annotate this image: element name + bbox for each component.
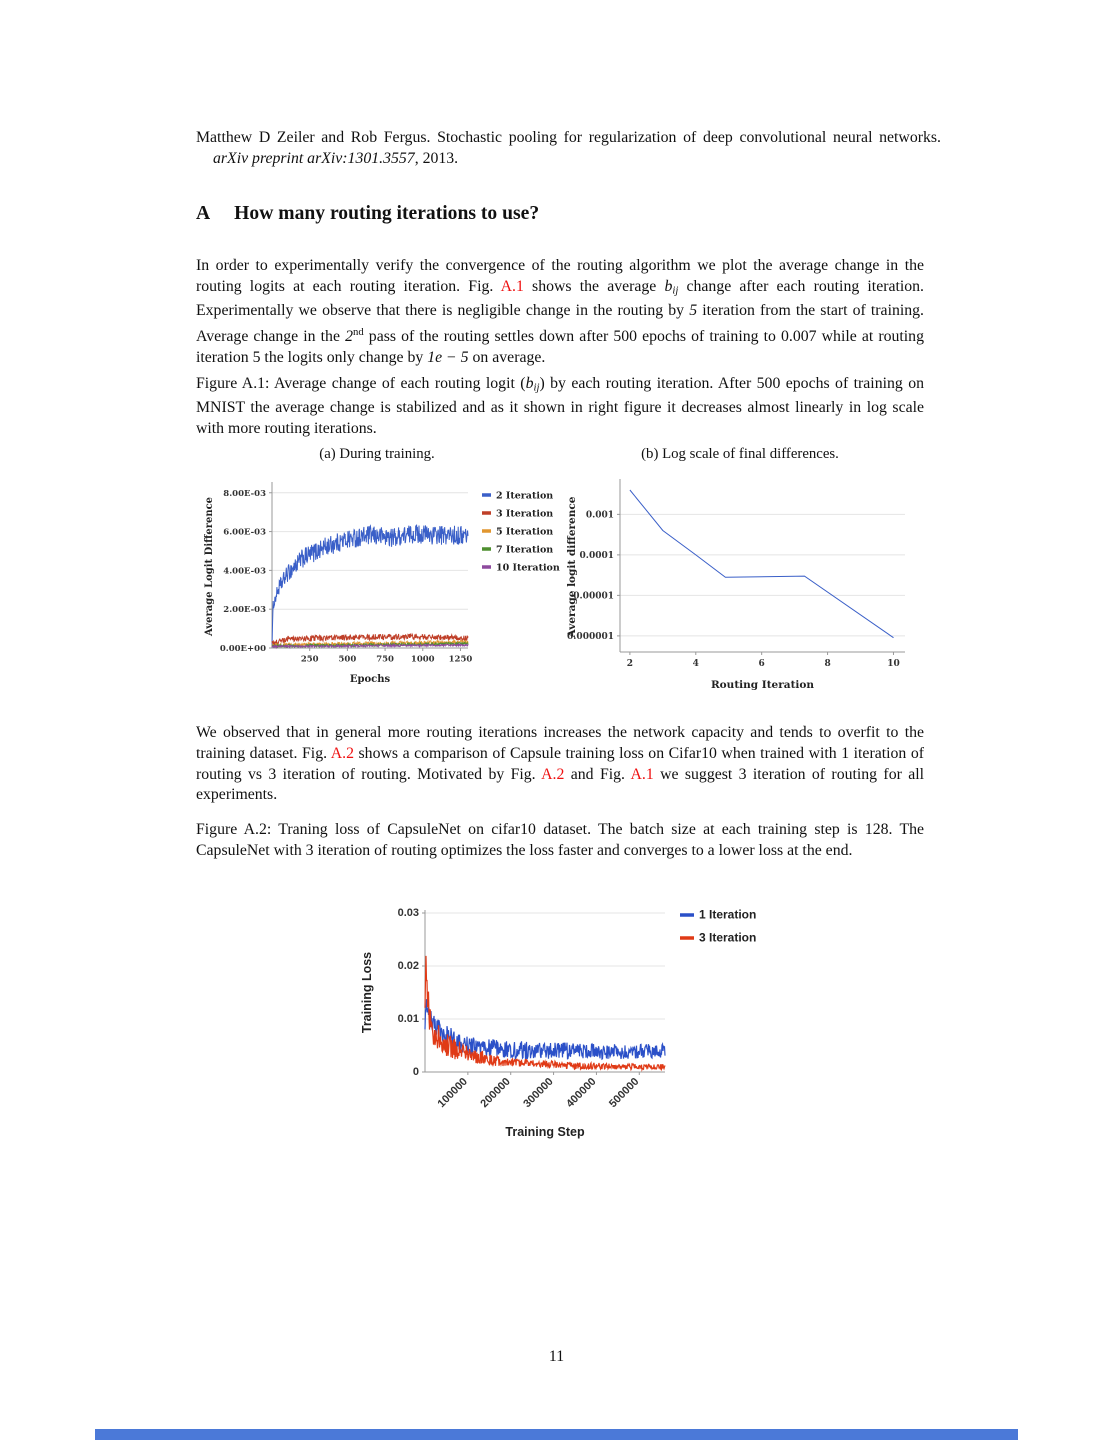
routing-logit-during-training-svg [200,470,560,695]
legend-label: 5 Iteration [496,526,554,538]
section-title: How many routing iterations to use? [234,203,540,224]
text-segment: and Fig. [564,765,631,783]
text-segment: Figure A.1: Average change of each routing logit ( [196,375,526,392]
y-tick-label: 0.0001 [579,550,614,561]
figure-a2-caption [196,820,924,862]
citation-link[interactable]: A.1 [630,765,654,783]
y-tick-label: 0.03 [397,907,419,919]
text-segment: iteration from the start of training. Average change in the [196,302,924,345]
section-label: A [196,203,211,224]
x-tick-label: 4 [692,659,699,669]
text-segment: change after each routing iteration. Experimentally we observe that there is negligible change in the routing by [196,277,924,320]
figure-a1-right-chart [565,470,925,700]
series-2-iteration [272,525,468,648]
citation-link[interactable]: A.2 [541,765,565,783]
x-tick-label: 750 [376,654,394,665]
cifar10-training-loss-svg [355,893,775,1158]
text-segment: on average. [468,348,546,366]
text-segment: we suggest 3 iteration of routing for all experiments. [196,765,925,804]
y-tick-label: 0 [412,1066,419,1078]
x-axis-label: Training Step [505,1125,585,1139]
legend-label: 1 Iteration [699,907,757,922]
x-tick-label: 200000 [478,1075,513,1111]
x-tick-label: 500000 [606,1075,642,1111]
x-tick-label: 6 [758,659,765,669]
text-segment: 1e − 5 [427,348,469,366]
text-segment: shows a comparison of Capsule training loss on Cifar10 when trained with 1 iteration of routing vs 3 iteration of routing. Motivated by Fig. [196,744,924,783]
y-tick-label: 2.00E-03 [223,605,266,616]
text-segment: Figure A.2: Traning loss of CapsuleNet on cifar10 dataset. The batch size at each training step is 128. The CapsuleNet with 3 iteration of routing optimizes the loss faster and converges to a lower loss at the end. [196,821,924,859]
section-heading [196,203,924,225]
next-page-edge-bar [95,1429,1018,1440]
y-tick-label: 0.00E+00 [219,644,266,654]
paragraph-routing-iterations [196,256,924,369]
citation-link[interactable]: A.2 [330,744,354,762]
y-tick-label: 0.000001 [567,631,614,642]
x-tick-label: 100000 [435,1075,470,1111]
text-segment: b [525,375,534,392]
page-number: 11 [548,1348,565,1365]
legend-label: 7 Iteration [496,544,554,556]
text-segment: 5 [689,302,698,320]
x-axis-label: Epochs [349,674,391,685]
y-tick-label: 8.00E-03 [223,488,266,499]
text-segment: ) by each routing iteration. After 500 epochs of training on MNIST the average change is stabilized and as it shown in right figure it decreases almost linearly in log scale with more routing iterations. [196,375,925,438]
x-tick-label: 2 [626,659,634,669]
y-tick-label: 0.00001 [573,591,614,602]
y-axis-label: Average Logit Difference [204,496,215,637]
figure-a1-caption [196,374,924,440]
text-segment: shows the average [523,277,665,295]
y-tick-label: 0.001 [585,510,614,521]
x-tick-label: 500 [338,654,357,665]
text-segment: arXiv preprint arXiv:1301.3557 [213,149,415,167]
figure-a2-chart [355,893,775,1158]
x-tick-label: 300000 [521,1075,556,1111]
figure-a1-subcaption-b: (b) Log scale of final differences. [641,446,839,462]
text-segment: In order to experimentally verify the convergence of the routing algorithm we plot the average change in the routing logits at each routing iteration. Fig. [196,257,924,295]
text-segment: pass of the routing settles down after 500 epochs of training to 0.007 while at routing iteration 5 the logits only change by [196,327,924,366]
legend-label: 10 Iteration [496,562,560,574]
figure-a1-left-chart [200,470,560,695]
y-tick-label: 0.01 [397,1013,419,1025]
text-segment: 2 [345,327,353,345]
series-final-difference [630,490,894,638]
text-segment: ij [533,381,540,394]
legend-label: 3 Iteration [496,508,554,520]
x-tick-label: 400000 [564,1075,599,1111]
text-segment: b [664,277,673,295]
x-axis-label: Routing Iteration [710,679,815,691]
text-segment: ij [672,284,679,297]
text-segment: We observed that in general more routing iterations increases the network capacity and tends to overfit to the training dataset. Fig. [196,724,924,762]
citation-link[interactable]: A.1 [500,277,524,295]
legend-label: 2 Iteration [496,490,554,502]
y-axis-label: Average logit difference [566,496,578,638]
reference-entry [196,128,941,170]
y-tick-label: 0.02 [397,960,419,972]
routing-logit-log-scale-svg [565,470,925,700]
y-axis-label: Training Loss [360,951,374,1034]
x-tick-label: 1000 [410,654,435,665]
text-segment: nd [352,326,364,339]
x-tick-label: 1250 [448,654,473,665]
legend-label: 3 Iteration [699,930,757,945]
text-segment: Matthew D Zeiler and Rob Fergus. Stochastic pooling for regularization of deep convolutional neural networks. [196,129,941,146]
x-tick-label: 250 [300,654,319,665]
paragraph-overfitting [196,723,924,806]
x-tick-label: 8 [824,659,831,669]
y-tick-label: 6.00E-03 [223,527,266,538]
y-tick-label: 4.00E-03 [223,566,266,577]
x-tick-label: 10 [887,659,900,669]
text-segment: , 2013. [414,149,459,167]
figure-a1-subcaption-a: (a) During training. [319,446,435,462]
